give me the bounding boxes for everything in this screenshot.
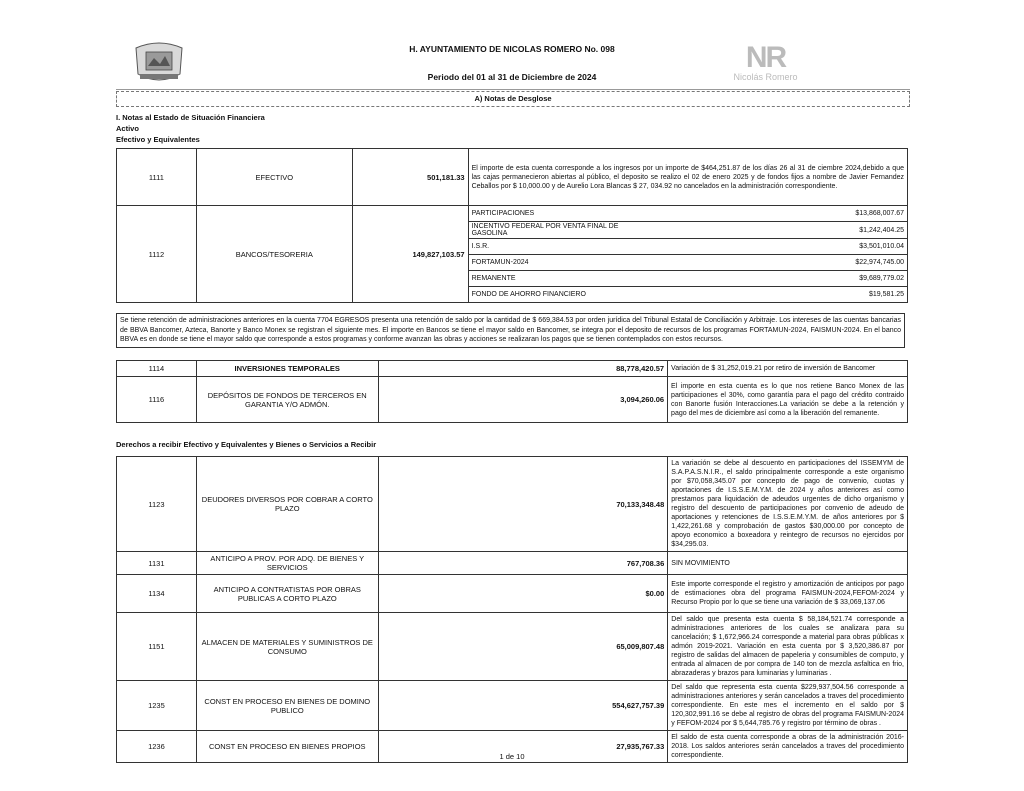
table-row [117,457,908,552]
account-code: 1112 [117,206,197,303]
item-value: $3,501,010.04 [645,239,907,255]
notes-banner: A) Notas de Desglose [116,91,910,107]
account-name: ANTICIPO A PROV. POR ADQ. DE BIENES Y SERVICIOS [196,552,378,575]
list-item [469,287,907,303]
table-row [117,361,908,377]
account-amount: 70,133,348.48 [378,457,668,552]
item-label: FORTAMUN-2024 [469,255,645,271]
account-name: DEPÓSITOS DE FONDOS DE TERCEROS EN GARANTIA Y/O ADMÓN. [196,377,378,423]
table-row [117,575,908,613]
account-name: CONST EN PROCESO EN BIENES PROPIOS [196,731,378,763]
item-label: FONDO DE AHORRO FINANCIERO [471,291,586,298]
receivables-table [116,456,908,763]
retention-note: Se tiene retención de administraciones anteriores en la cuenta 7704 EGRESOS presenta una retención de saldo por la cantidad de $ 669,384.53 por orden jurídica del Tribunal Estatal de Conciliación y Arbitraje. Los intereses de las cuentas bancarias de BBVA Bancomer, Azteca, Banorte y Banco Monex se registran el siguiente mes. El importe en Bancos se tiene el mayor saldo en Bancomer, se integra por el deposito de recursos de los programas FORTAMUN-2024, FAISMUN-2024. En el banco BBVA es en donde se tiene el mayor saldo que corresponde a estos programas y conforme avanzan las obras y acciones se realizaran los pagos que se tienen contemplados con estos recursos. [116,313,905,348]
account-name: CONST EN PROCESO EN BIENES DE DOMINO PUBLICO [196,681,378,731]
item-value: $1,242,404.25 [645,222,907,239]
section-title-financial-state: I. Notas al Estado de Situación Financiera [116,113,265,122]
account-code: 1123 [117,457,197,552]
account-note: SIN MOVIMIENTO [668,552,908,575]
account-amount: 554,627,757.39 [378,681,668,731]
table-row [117,377,908,423]
account-amount: 149,827,103.57 [352,206,468,303]
list-item [469,271,907,287]
list-item [469,255,907,271]
account-code: 1114 [117,361,197,377]
investments-table [116,360,908,423]
table-row [117,149,908,206]
table-row [117,681,908,731]
document-title: H. AYUNTAMIENTO DE NICOLAS ROMERO No. 098 [409,44,615,54]
account-note: El importe en esta cuenta es lo que nos retiene Banco Monex de las participaciones el 30%, como garantía para el pago del crédito contraido con Banorte fusión Interacciones.La variación se debe a la retención y pago del mes de diciembre así como a la liberación del remanente. [668,377,908,423]
page-number: 1 de 10 [499,752,525,761]
account-code: 1151 [117,613,197,681]
item-value: $19,581.25 [868,291,904,298]
account-code: 1235 [117,681,197,731]
account-amount: 3,094,260.06 [378,377,667,423]
table-row [117,613,908,681]
section-title-receivables: Derechos a recibir Efectivo y Equivalentes y Bienes o Servicios a Recibir [116,440,377,449]
account-note: Del saldo que presenta esta cuenta $ 58,184,521.74 corresponde a administraciones anteriores de los cuales se analizara para su cancelación; $ 1,672,966.24 corresponde a material para obras públicas x admón 2019-2021. Variación en esta cuenta por $ 3,520,386.87 por registro de salidas del almacen de papeleria y consumibles de computo, y entrada al almacen de por compra de 140 ton de mezcla asfaltica en frio, abrazaderas y brazos para luminarias y luminarias . [668,613,908,681]
account-code: 1111 [117,149,197,206]
item-value: $13,868,007.67 [645,206,907,222]
bank-breakdown-cell [468,206,907,303]
account-name: DEUDORES DIVERSOS POR COBRAR A CORTO PLAZO [196,457,378,552]
account-amount: $0.00 [378,575,668,613]
account-name: BANCOS/TESORERIA [196,206,352,303]
section-title-cash: Efectivo y Equivalentes [116,135,200,144]
account-code: 1236 [117,731,197,763]
account-name: ANTICIPO A CONTRATISTAS POR OBRAS PUBLICAS A CORTO PLAZO [196,575,378,613]
account-amount: 65,009,807.48 [378,613,668,681]
logo-mark: NR [745,41,786,74]
cash-accounts-table [116,148,908,303]
account-note: La variación se debe al descuento en participaciones del ISSEMYM de S.A.P.A.S.N.I.R., el saldo principalmente corresponde a este organismo por $70,058,345.07 por concepto de pago de convenio, cuotas y aportaciones de I.S.S.E.M.Y.M. de 2024 y años anteriores así como prestamos para liquidación de adeudos urgentes de dicho organismo y registro del descuento de participaciones por convenio de adeudo de aportaciones y retenciones de I.S.S.E.M.Y.M. de años anteriores por $ 1,422,261.68 y comprobación de gastos $30,000.00 por concepto de apoyo economico a boxeadora y reintegro de recursos no ejercidos por $34,295.03. [668,457,908,552]
account-code: 1134 [117,575,197,613]
account-name: EFECTIVO [196,149,352,206]
bank-breakdown-table [469,206,907,302]
list-item [469,239,907,255]
table-row [117,552,908,575]
list-item [469,206,907,222]
account-note: Del saldo que representa esta cuenta $229,937,504.56 corresponde a administraciones anteriores y serán cancelados a traves del procedimiento correspondiente. En este mes el incremento en el saldo por $ 120,302,991.16 se debe al registro de obras del programa FAISMUN-2024 y FEFOM-2024 por $ 5,644,785.76 y registro por término de obras . [668,681,908,731]
account-code: 1116 [117,377,197,423]
section-title-assets: Activo [116,124,139,133]
account-amount: 88,778,420.57 [378,361,667,377]
item-label: I.S.R. [469,239,645,255]
item-value: $9,689,779.02 [645,271,907,287]
account-note: El saldo de esta cuenta corresponde a obras de la administración 2016-2018. Los saldos anteriores serán cancelados a traves del procedimiento correspondiente. [668,731,908,763]
logo-caption: Nicolás Romero [733,72,798,82]
item-value: $22,974,745.00 [645,255,907,271]
table-row [117,206,908,303]
list-item [469,222,907,239]
document-period: Periodo del 01 al 31 de Diciembre de 2024 [427,72,597,82]
account-name: INVERSIONES TEMPORALES [196,361,378,377]
item-label: PARTICIPACIONES [469,206,645,222]
account-note: Variación de $ 31,252,019.21 por retiro de inversión de Bancomer [668,361,908,377]
header-divider [116,89,910,90]
account-code: 1131 [117,552,197,575]
account-note: Este importe corresponde el registro y amortización de anticipos por pago de estimaciones obra del programa FAISMUN-2024,FEFOM-2024 y Recurso Propio por lo que se tiene una variación de $ 33,069,137.06 [668,575,908,613]
account-name: ALMACEN DE MATERIALES Y SUMINISTROS DE CONSUMO [196,613,378,681]
item-label: INCENTIVO FEDERAL POR VENTA FINAL DE GASOLINA [469,222,645,239]
account-amount: 501,181.33 [352,149,468,206]
account-note: El importe de esta cuenta corresponde a los ingresos por un importe de $464,251.87 de los días 26 al 31 de ciembre 2024,debido a que las cajas permanecieron abiertas al público, el deposito se realizo el 02 de enero 2025 y de fondos fijos a nombre de Javier Fernandez Ceballos por $ 10,000.00 y de Aurelio Lora Blancas $ 27, 034.92 no cancelados en la administración correspondiente. [468,149,907,206]
account-amount: 27,935,767.33 [378,731,668,763]
municipality-logo [718,41,813,84]
account-amount: 767,708.36 [378,552,668,575]
item-label: REMANENTE [469,271,645,287]
